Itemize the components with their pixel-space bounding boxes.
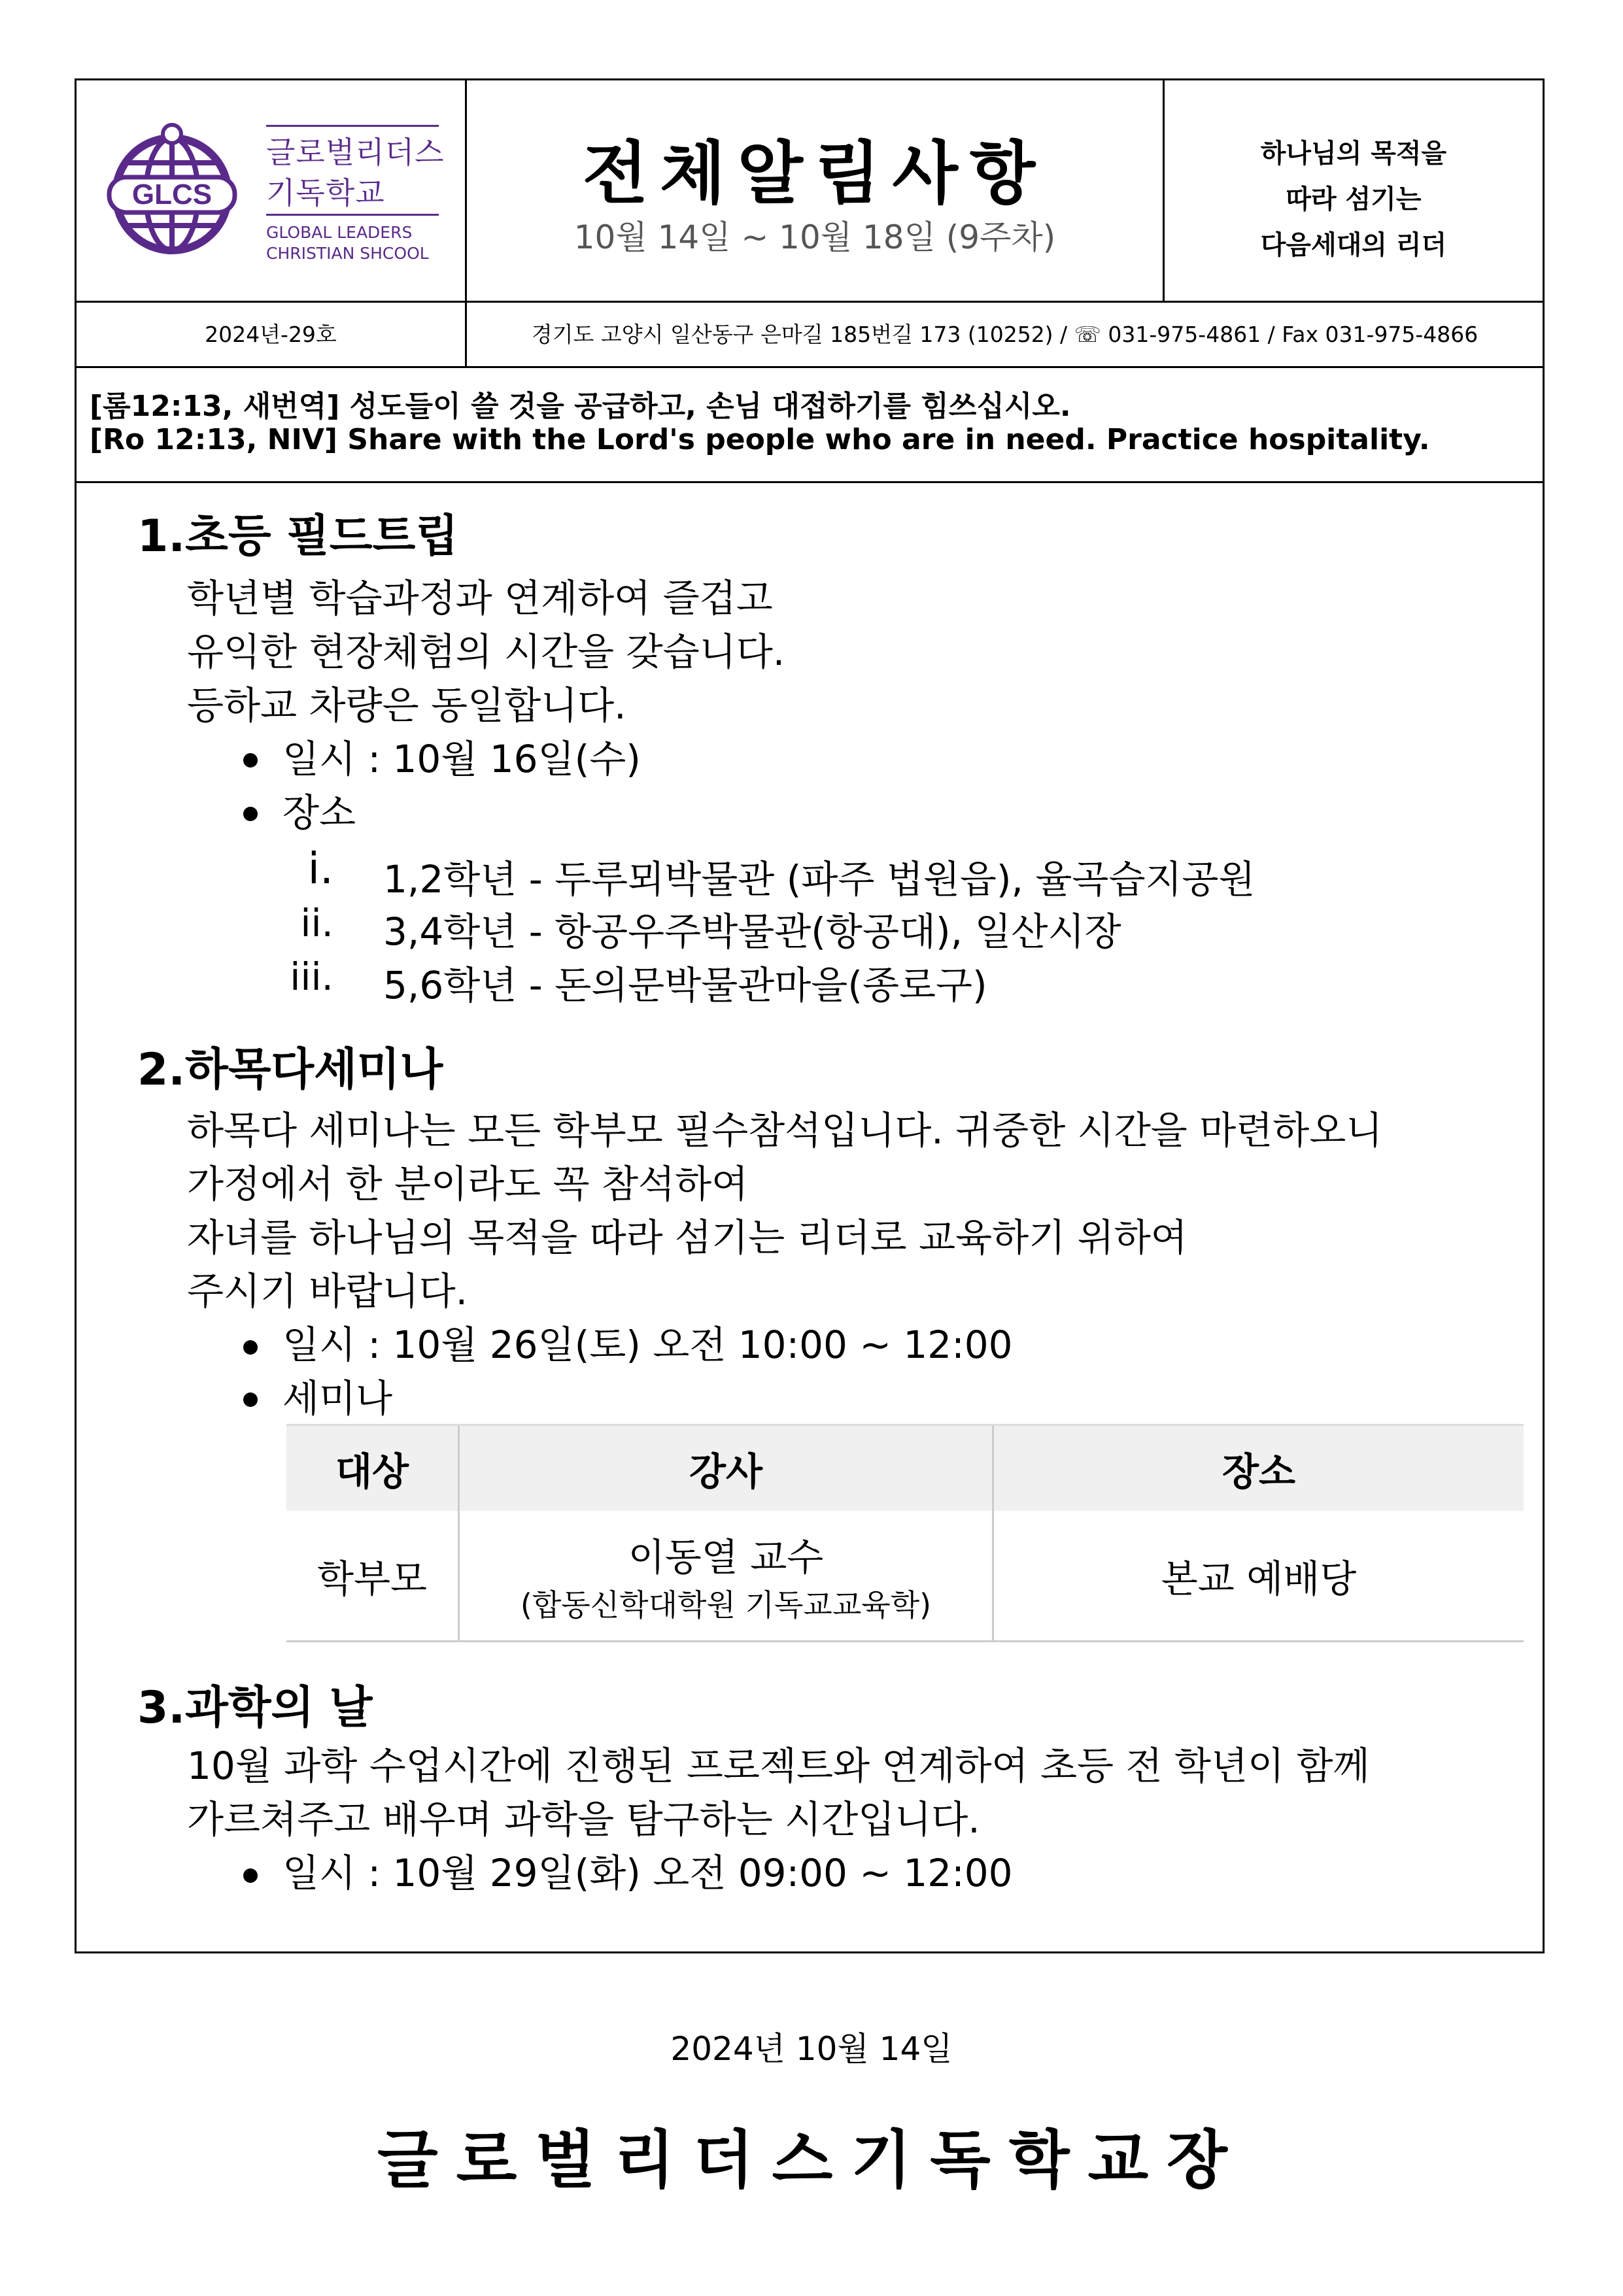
paragraph: 가르쳐주고 배우며 과학을 탐구하는 시간입니다. [187, 1797, 980, 1842]
speaker-affiliation: (합동신학대학원 기독교교육학) [520, 1587, 932, 1623]
logo-kr-line1: 글로벌리더스 [266, 135, 445, 170]
issue-date: 2024년 10월 14일 [670, 2030, 953, 2068]
bullet-item: 일시 : 10월 29일(화) 오전 09:00 ~ 12:00 [282, 1851, 1013, 1895]
bullet-dot-icon [243, 1393, 258, 1407]
school-address: 경기도 고양시 일산동구 은마길 185번길 173 (10252) / ☏ 031-975-4861 / Fax 031-975-4866 [531, 322, 1478, 347]
bullet-item: 세미나 [282, 1376, 393, 1421]
title-block [467, 80, 1163, 301]
seminar-table [286, 1424, 1524, 1642]
paragraph: 유익한 현장체험의 시간을 갖습니다. [187, 630, 785, 674]
principal-signature: 글로벌리더스기독학교장 [377, 2123, 1246, 2197]
paragraph: 가정에서 한 분이라도 꼭 참석하여 [187, 1162, 749, 1206]
roman-numeral: i. [307, 843, 333, 894]
table-row [286, 1511, 1524, 1642]
bullet-item: 장소 [282, 790, 356, 835]
issue-number: 2024년-29호 [205, 322, 337, 347]
roman-numeral: iii. [290, 954, 333, 999]
school-logo-block [77, 80, 465, 301]
verse-english: [Ro 12:13, NIV] Share with the Lord's people who are in need. Practice hospitality. [90, 423, 1430, 456]
motto-line2: 따라 섬기는 [1286, 184, 1422, 214]
roman-numeral: ii. [300, 901, 333, 945]
logo-en-line2: CHRISTIAN SHCOOL [266, 244, 429, 263]
section-title: 2.하목다세미나 [137, 1044, 443, 1096]
logo-rule [266, 125, 439, 127]
speaker-cell [459, 1511, 993, 1642]
logo-kr-line2: 기독학교 [266, 175, 385, 211]
paragraph: 등하교 차량은 동일합니다. [187, 683, 626, 728]
bullet-item: 일시 : 10월 16일(수) [282, 737, 641, 781]
section-title: 1.초등 필드트립 [137, 511, 458, 562]
paragraph: 하목다 세미나는 모든 학부모 필수참석입니다. 귀중한 시간을 마련하오니 [187, 1108, 1383, 1153]
sub-item: 3,4학년 - 항공우주박물관(항공대), 일산시장 [383, 909, 1121, 954]
section-title: 3.과학의 날 [137, 1682, 373, 1734]
globe-logo-icon [100, 117, 244, 261]
bullet-dot-icon [243, 753, 258, 768]
logo-en-line1: GLOBAL LEADERS [266, 223, 413, 242]
motto-line3: 다음세대의 리더 [1260, 230, 1447, 260]
paragraph: 주시기 바랍니다. [187, 1269, 468, 1313]
page-title: 전체알림사항 [582, 133, 1048, 213]
motto-line1: 하나님의 목적을 [1260, 139, 1447, 169]
logo-rule [266, 214, 439, 216]
sub-item: 1,2학년 - 두루뫼박물관 (파주 법원읍), 율곡습지공원 [383, 857, 1256, 902]
table-header: 대상 [286, 1425, 459, 1511]
period: 10월 14일 ~ 10월 18일 (9주차) [573, 218, 1056, 256]
bullet-item: 일시 : 10월 26일(토) 오전 10:00 ~ 12:00 [282, 1323, 1013, 1367]
sub-item: 5,6학년 - 돈의문박물관마을(종로구) [383, 963, 987, 1007]
paragraph: 10월 과학 수업시간에 진행된 프로젝트와 연계하여 초등 전 학년이 함께 [187, 1744, 1370, 1788]
verse-korean: [롬12:13, 새번역] 성도들이 쓸 것을 공급하고, 손님 대접하기를 힘쓰십시오. [90, 390, 1071, 423]
table-header: 장소 [993, 1425, 1524, 1511]
paragraph: 학년별 학습과정과 연계하여 즐겁고 [187, 576, 773, 620]
paragraph: 자녀를 하나님의 목적을 따라 섬기는 리더로 교육하기 위하여 [187, 1215, 1187, 1260]
bullet-dot-icon [243, 807, 258, 821]
speaker-name: 이동열 교수 [628, 1535, 824, 1579]
logo-abbrev: GLCS [131, 178, 213, 211]
bullet-dot-icon [243, 1340, 258, 1355]
table-header: 강사 [459, 1425, 993, 1511]
place-cell: 본교 예배당 [993, 1511, 1524, 1642]
target-cell: 학부모 [286, 1511, 459, 1642]
bullet-dot-icon [243, 1868, 258, 1883]
motto-block [1165, 80, 1543, 301]
